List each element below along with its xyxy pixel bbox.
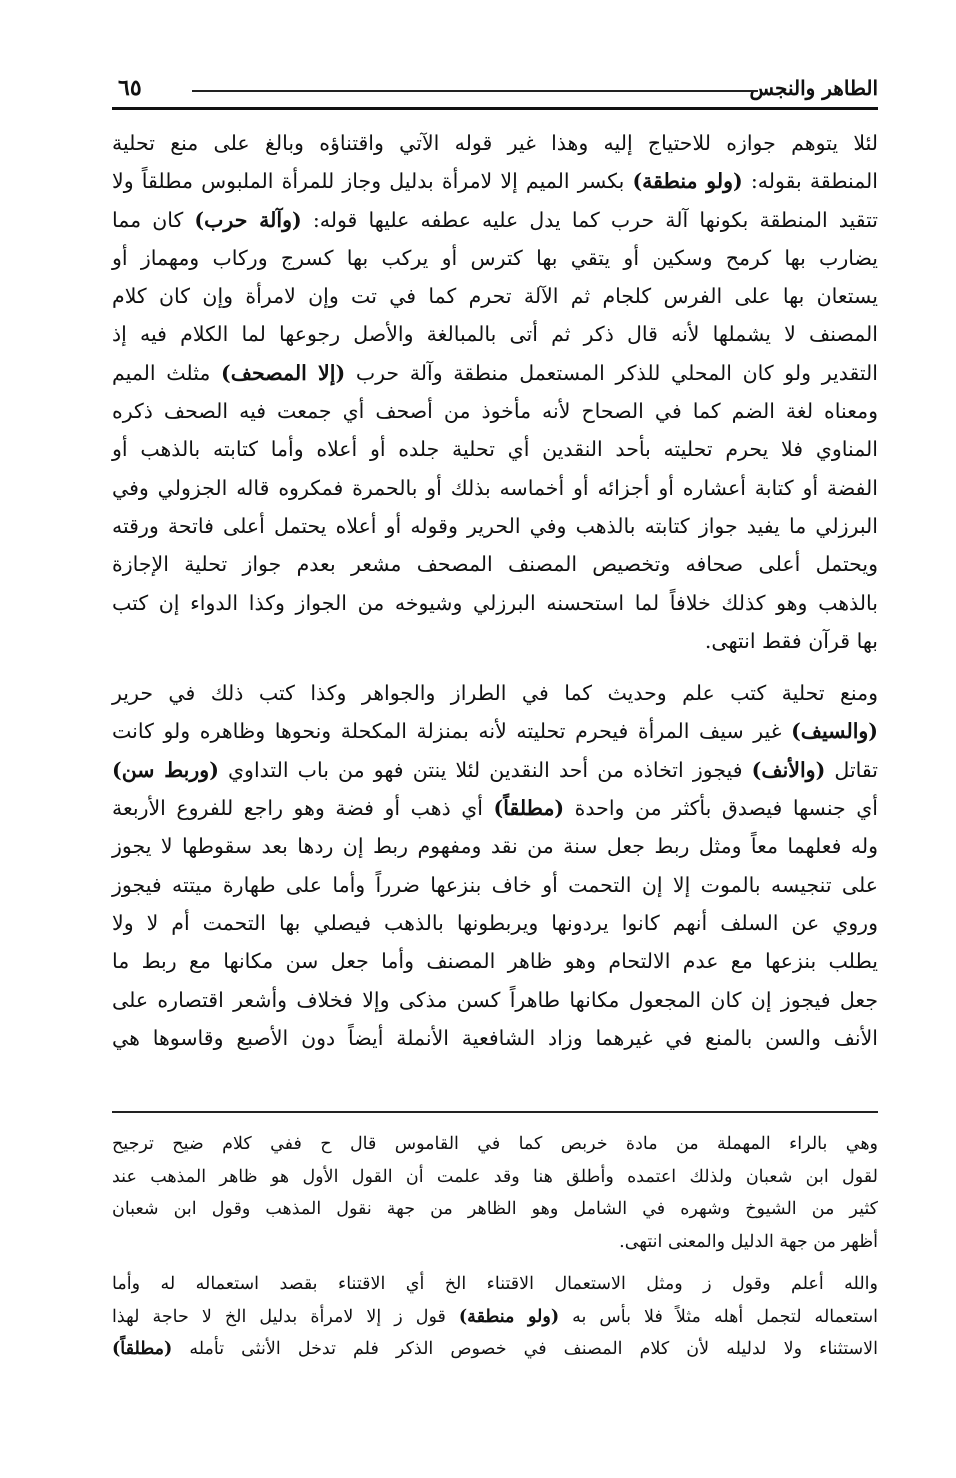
matn-keyword: (ولو منطقة) xyxy=(458,1306,560,1327)
footnotes xyxy=(112,1128,878,1366)
footnote-line: استعماله لتجمل أهله مثلاً فلا بأس به (ولو منطقة) قول ز إلا لامرأة بدليل الخ لا حاجة لهذا xyxy=(112,1306,878,1327)
text-line: المصنف لا يشملها لأنه قال ذكر ثم أتى بالمبالغة والأصل رجوعها لما الكلام فيه إذ xyxy=(112,322,878,347)
matn-keyword: (والسيف) xyxy=(791,719,878,744)
text-line: المناوي فلا يحرم تحليته بأحد النقدين أي تحلية جلده أو أعلاه وأما كتابته بالذهب أو xyxy=(112,437,878,462)
text-line: جعل فيجوز إن كان المجعول مكانها طاهراً كسن مذكى وإلا فخلاف وأشعر اقتصاره على xyxy=(112,987,878,1012)
text-line: تقاتل (والأنف) فيجوز اتخاذه من أحد النقدين لئلا ينتن فهو من باب التداوي (وربط سن) xyxy=(112,757,878,782)
footnote-line: الاستثناء ولا لدليله لأن كلام المصنف في خصوص الذكر فلم تدخل الأنثى تأمله (مطلقاً) xyxy=(112,1339,878,1359)
text-line: يطلب بنزعها مع عدم الالتحام وهو ظاهر المصنف وأما جعل سن مكانها مع ربط ما xyxy=(112,949,878,974)
footnote-1 xyxy=(112,1128,878,1258)
text-line: أي جنسها فيصدق بأكثر من واحدة (مطلقاً) أي ذهب أو فضة وهو راجع للفروع الأربعة xyxy=(112,796,878,821)
footnote-line: أظهر من جهة الدليل والمعنى انتهى. xyxy=(619,1231,878,1252)
footnote-line: لقول ابن شعبان ولذلك اعتمده وأطلق هنا وقد علمت أن القول الأول هو ظاهر المذهب عند xyxy=(112,1166,878,1187)
text-line: ومنع تحلية كتب علم وحديث كما في الطراز والجواهر وكذا كتب ذلك في حرير xyxy=(112,681,878,706)
running-title: الطاهر والنجس xyxy=(749,76,878,100)
matn-keyword: (وآلة حرب) xyxy=(194,207,302,232)
text-line: الفضة أو كتابة أعشاره أو أجزائه أو أخماسه بذلك أو بالحمرة فمكروه قاله الجزولي وفي xyxy=(112,475,878,500)
text-line: (والسيف) غير سيف المرأة فيحرم تحليته لأنه بمنزلة المكحلة ونحوها وظاهره ولو كانت xyxy=(112,719,878,744)
page-header xyxy=(112,74,878,106)
text-line: البرزلي ما يفيد جواز كتابته بالذهب وفي الحرير وقوله أو أعلاه يحتمل أعلى فاتحة ورقته xyxy=(112,513,878,538)
footnote-2 xyxy=(112,1268,878,1366)
text-line: المنطقة بقوله: (ولو منطقة) بكسر الميم إلا لامرأة بدليل وجاز للمرأة الملبوس مطلقاً ولا xyxy=(112,169,878,194)
footnote-line: كثير من الشيوخ وشهره في الشامل وهو الظاهر من جهة نقول المذهب وقول ابن شعبان xyxy=(112,1199,878,1219)
matn-keyword: (وربط سن) xyxy=(112,757,219,782)
main-text xyxy=(112,124,878,1057)
text-line: تتقيد المنطقة بكونها آلة حرب كما يدل عليه عطفه عليها قوله: (وآلة حرب) كان مما xyxy=(112,207,878,232)
text-line: ويحتمل أعلى صحافه وتخصيص المصنف المصحف مشعر بعدم جواز تحلية الإجازة xyxy=(112,552,878,577)
text-line: على تنجيسه بالموت إلا إن التحمت أو خاف بنزعها ضرراً وأما على طهارة ميتته فيجوز xyxy=(112,872,878,897)
footnote-separator xyxy=(112,1111,878,1113)
text-line: يضارب بها كرمح وسكين أو يتقي بها كترس أو يركب بها كسرج وركاب ومهماز أو xyxy=(112,245,878,270)
text-line: بالذهب وهو كذلك خلافاً لما استحسنه البرزلي وشيوخه من الجواز وكذا الدواء إن كتب xyxy=(112,590,878,615)
text-line: ومعناه لغة الضم كما في الصحاح لأنه مأخوذ من أصحف أي جمعت فيه الصحف ذكره xyxy=(112,399,878,424)
main-paragraph-1 xyxy=(112,124,878,660)
matn-keyword: (إلا المصحف) xyxy=(221,360,346,385)
text-line: الأنف والسن بالمنع في غيرهما وزاد الشافعية الأنملة أيضاً دون الأصبع وقاسوها هي xyxy=(112,1025,878,1050)
footnote-line: والله أعلم وقول ز ومثل الاستعمال الاقتناء الخ أي الاقتناء بقصد استعماله له وأما xyxy=(112,1274,878,1294)
matn-keyword: (ولو منطقة) xyxy=(632,169,743,194)
matn-keyword: (مطلقاً) xyxy=(493,796,565,821)
text-line: وروي عن السلف أنهم كانوا يردونها ويربطونها بالذهب فيصلي بها التحمت أم لا ولا xyxy=(112,910,878,935)
page-number: ٦٥ xyxy=(118,75,142,101)
text-line: يستعان بها على الفرس كلجام ثم الآلة تحرم كما في تت وإن لامرأة وإن كان كلام xyxy=(112,284,878,309)
footnote-line: وهي بالراء المهملة من مادة خربص كما في القاموس قال ح ففي كلام ضيح ترجيح xyxy=(112,1134,878,1154)
header-rule xyxy=(112,107,878,110)
text-line: بها قرآن فقط انتهى. xyxy=(704,628,878,653)
text-line: لئلا يتوهم جوازه للاحتياج إليه وهذا غير قوله الآتي واقتناؤه وبالغ على منع تحلية xyxy=(112,131,878,155)
matn-keyword: (مطلقاً) xyxy=(112,1339,173,1359)
main-paragraph-2 xyxy=(112,674,878,1057)
text-line: وله فعلهما معاً ومثل ربط جعل سنة من نقد ومفهوم ربط إن ردها بعد سقوطها لا يجوز xyxy=(112,834,878,859)
text-line: التقدير ولو كان المحلي للذكر المستعمل منطقة وآلة حرب (إلا المصحف) مثلث الميم xyxy=(112,360,878,385)
header-leader-line xyxy=(192,90,758,92)
matn-keyword: (والأنف) xyxy=(751,757,826,782)
